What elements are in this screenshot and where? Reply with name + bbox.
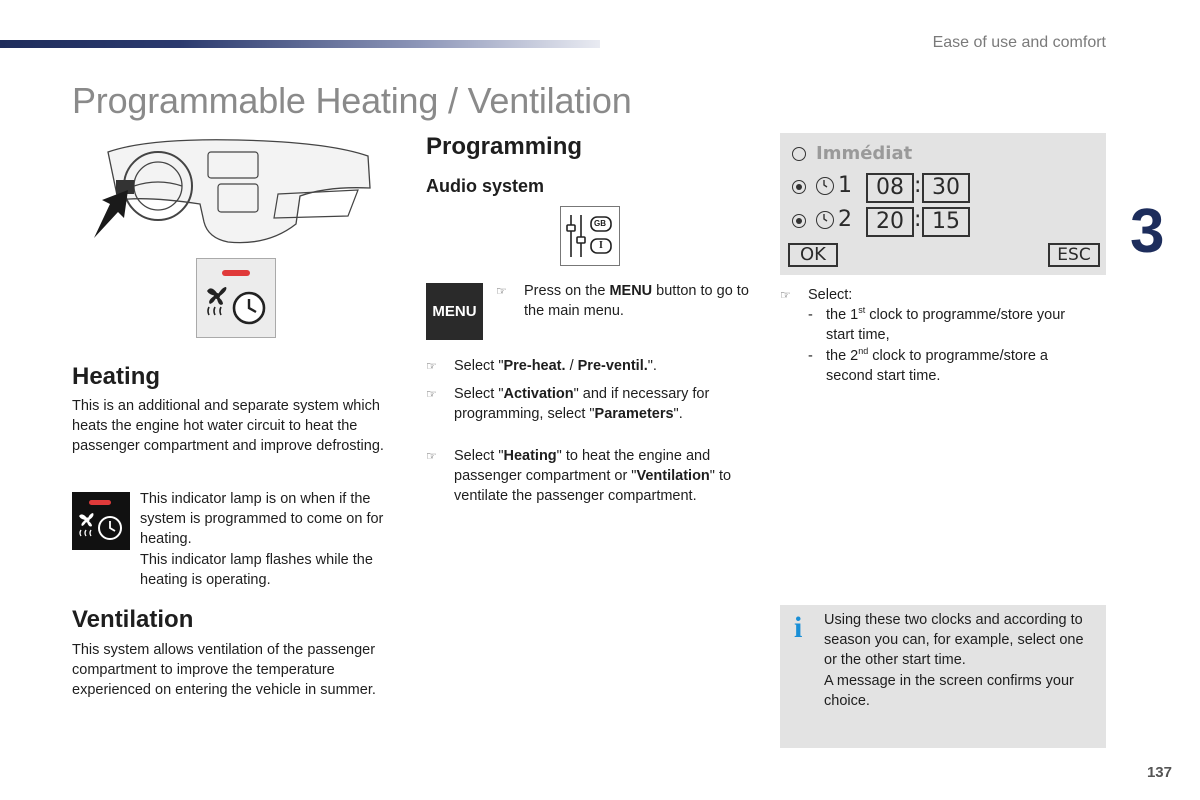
menu-button[interactable]: MENU	[426, 283, 483, 340]
heating-indicator-illustration	[196, 258, 276, 338]
ok-button[interactable]: OK	[788, 243, 838, 267]
clock2-number: 2	[838, 207, 852, 232]
heating-text: This is an additional and separate system which heats the engine hot water circuit to heat the passenger compartment and improve defrosting.	[72, 398, 384, 455]
clock2-hour-field[interactable]: 20	[866, 207, 914, 237]
info-icon: i	[794, 611, 803, 644]
info-text-line-1: Using these two clocks and according to season you can, for example, select one or the other start time.	[824, 612, 1084, 669]
header-accent-bar	[0, 40, 600, 48]
indicator-flash-text: This indicator lamp flashes while the heating is operating.	[140, 551, 373, 588]
pointing-hand-icon: ☞	[426, 359, 437, 373]
clock1-number: 1	[838, 173, 852, 198]
time-colon: :	[914, 173, 922, 198]
step-select-preheat: ☞ Select "Pre-heat. / Pre-ventil.".	[426, 356, 746, 378]
audio-system-settings-icon	[560, 206, 620, 266]
heating-indicator-lamp-icon	[72, 492, 130, 550]
programming-title: Programming	[426, 133, 583, 160]
clock-icon	[816, 177, 834, 195]
info-box	[780, 605, 1106, 748]
ventilation-text: This system allows ventilation of the passenger compartment to improve the temperature experienced on entering the vehicle in summer.	[72, 642, 376, 699]
clock2-minute-field[interactable]: 15	[922, 207, 970, 237]
info-text	[824, 610, 1098, 711]
gb-badge: GB	[594, 219, 606, 228]
select-instruction: ☞ Select:	[780, 285, 1080, 307]
immediate-radio[interactable]	[792, 147, 806, 161]
time-colon: :	[914, 207, 922, 232]
programming-screen	[780, 133, 1106, 275]
radio-selected-dot	[796, 218, 802, 224]
step-press-menu: ☞ Press on the MENU button to go to the main menu.	[496, 283, 749, 320]
select-clock1-item: - the 1st clock to programme/store your start time,	[808, 305, 1066, 344]
pointing-hand-icon: ☞	[426, 387, 437, 401]
clock-icon	[816, 211, 834, 229]
section-name: Ease of use and comfort	[932, 34, 1106, 51]
audio-system-subtitle: Audio system	[426, 176, 545, 196]
step-select-heating: ☞ Select "Heating" to heat the engine and passenger compartment or "Ventilation" to ventilate the passenger compartment.	[426, 448, 732, 505]
page-number: 137	[1146, 764, 1172, 781]
radio-selected-dot	[796, 184, 802, 190]
info-badge: I	[599, 240, 603, 251]
dashboard-illustration	[88, 134, 378, 250]
indicator-lamp-text	[140, 489, 398, 590]
indicator-on-text: This indicator lamp is on when if the system is programmed to come on for heating.	[140, 491, 384, 548]
ventilation-title: Ventilation	[72, 606, 194, 633]
clock1-hour-field[interactable]: 08	[866, 173, 914, 203]
pointing-hand-icon: ☞	[496, 284, 507, 298]
clock1-minute-field[interactable]: 30	[922, 173, 970, 203]
pointing-hand-icon: ☞	[426, 449, 437, 463]
page-title: Programmable Heating / Ventilation	[72, 80, 632, 121]
step-select-activation: ☞ Select "Activation" and if necessary for programming, select "Parameters".	[426, 386, 710, 423]
clock2-radio[interactable]	[792, 214, 806, 228]
esc-button[interactable]: ESC	[1048, 243, 1100, 267]
immediate-label: Immédiat	[816, 143, 913, 164]
select-clock2-item: - the 2nd clock to programme/store a second start time.	[808, 346, 1048, 385]
pointing-hand-icon: ☞	[780, 288, 791, 302]
info-text-line-2: A message in the screen confirms your choice.	[824, 672, 1074, 709]
heating-title: Heating	[72, 363, 161, 390]
clock1-radio[interactable]	[792, 180, 806, 194]
chapter-number: 3	[1130, 197, 1165, 266]
